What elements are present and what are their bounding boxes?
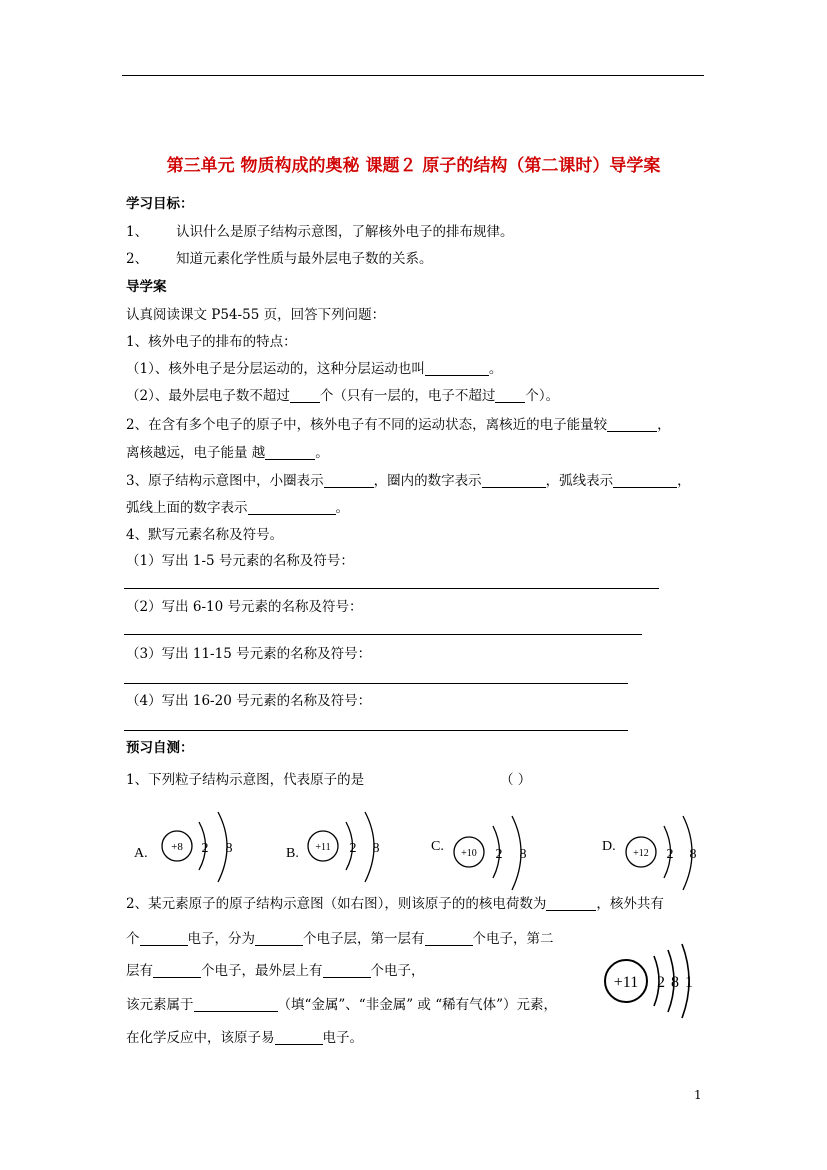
guide-heading: 导学案 — [126, 279, 167, 295]
self-test-heading: 预习自测： — [126, 740, 194, 756]
atom-diagrams — [0, 810, 827, 900]
atom-diagram-d[interactable] — [602, 816, 697, 890]
blank-first-shell[interactable] — [425, 931, 473, 946]
guide-q3b-post: 。 — [335, 500, 349, 516]
q2-shell-count-3: 1 — [685, 974, 693, 991]
guide-q1b — [126, 387, 559, 405]
answer-line-4[interactable] — [124, 730, 628, 731]
page-number: 1 — [694, 1088, 702, 1102]
blank-energy-far[interactable] — [265, 445, 315, 460]
answer-line-2[interactable] — [124, 634, 642, 635]
shell-count-b-1: 2 — [349, 841, 357, 856]
guide-q1a — [126, 360, 502, 378]
q2-l3-p3: 个电子， — [370, 963, 425, 979]
guide-q1: 1、核外电子的排布的特点： — [126, 334, 297, 350]
blank-layered-motion[interactable] — [425, 361, 489, 376]
page-title: 第三单元 物质构成的奥秘 课题２ 原子的结构（第二课时）导学案 — [166, 156, 661, 176]
guide-q3 — [126, 472, 691, 490]
q2-shell-count-2: 8 — [671, 974, 679, 991]
guide-q4-item-2: （2）写出 6-10 号元素的名称及符号： — [126, 599, 363, 615]
blank-second-shell[interactable] — [153, 963, 201, 978]
answer-line-3[interactable] — [124, 683, 628, 684]
guide-q2 — [126, 416, 671, 434]
guide-q2b-pre: 离核越远，电子能量 越 — [126, 445, 266, 461]
atom-diagram-a[interactable] — [134, 812, 233, 882]
goal-item-1-num: 1、 — [126, 224, 149, 240]
diagram-label-d: D. — [602, 839, 616, 854]
goal-item-2-num: 2、 — [126, 251, 149, 267]
guide-intro: 认真阅读课文 P54-55 页，回答下列问题： — [126, 307, 386, 323]
self-test-q2-line-2 — [126, 930, 554, 948]
answer-line-1[interactable] — [124, 588, 659, 589]
diagram-label-b: B. — [286, 846, 299, 861]
shell-count-d-2: 8 — [689, 847, 697, 862]
nucleus-charge-b: +11 — [315, 842, 331, 853]
header-rule — [122, 75, 704, 76]
blank-number-on-arc[interactable] — [248, 500, 336, 515]
q2-l3-p2: 个电子，最外层上有 — [201, 963, 323, 979]
shell-count-a-2: 8 — [225, 841, 233, 856]
diagram-label-c: C. — [431, 839, 444, 854]
blank-nuclear-charge[interactable] — [546, 896, 596, 911]
blank-number-inside[interactable] — [482, 473, 546, 488]
blank-energy-near[interactable] — [607, 417, 657, 432]
blank-gain-lose[interactable] — [275, 1030, 323, 1045]
goal-item-1-text: 认识什么是原子结构示意图，了解核外电子的排布规律。 — [176, 224, 514, 240]
nucleus-charge-c: +10 — [461, 848, 477, 859]
self-test-q1-paren: （ ） — [500, 772, 532, 788]
guide-q2b — [126, 444, 329, 462]
guide-q2b-post: 。 — [315, 445, 329, 461]
q2-shell-count-1: 2 — [657, 974, 665, 991]
nucleus-charge-a: +8 — [171, 841, 183, 853]
q2-l2-p3: 个电子层，第一层有 — [303, 931, 425, 947]
goals-heading: 学习目标： — [126, 196, 194, 212]
diagram-label-a: A. — [134, 846, 148, 861]
self-test-q1: 1、下列粒子结构示意图，代表原子的是 — [126, 772, 365, 788]
guide-q1b-p2: 个（只有一层的，电子不超过 — [319, 388, 496, 404]
guide-q1a-post: 。 — [488, 361, 503, 377]
q2-nucleus-charge: +11 — [613, 974, 639, 991]
guide-q4-item-3: （3）写出 11-15 号元素的名称及符号： — [126, 646, 372, 662]
q2-l4-post: （填“金属”、“非金属” 或 “稀有气体”）元素， — [277, 997, 557, 1013]
self-test-q2-line-3 — [126, 962, 425, 980]
guide-q3-p2: ，圈内的数字表示 — [373, 473, 482, 489]
blank-outer-shell[interactable] — [323, 963, 371, 978]
shell-count-c-1: 2 — [495, 847, 503, 862]
blank-arcs[interactable] — [613, 473, 677, 488]
shell-count-d-1: 2 — [666, 847, 674, 862]
q2-l1-pre: 2、某元素原子的原子结构示意图（如右图），则该原子的的核电荷数为 — [126, 896, 547, 912]
goal-item-2-text: 知道元素化学性质与最外层电子数的关系。 — [176, 251, 433, 267]
q2-atom-diagram — [598, 942, 708, 1022]
guide-q4: 4、默写元素名称及符号。 — [126, 527, 284, 543]
guide-q3b-pre: 弧线上面的数字表示 — [126, 500, 248, 516]
blank-shell-count[interactable] — [255, 931, 303, 946]
self-test-q2-line-5 — [126, 1029, 363, 1047]
guide-q3-p1: 3、原子结构示意图中，小圈表示 — [126, 473, 324, 489]
guide-q4-item-4: （4）写出 16-20 号元素的名称及符号： — [126, 693, 372, 709]
q2-l5-pre: 在化学反应中，该原子易 — [126, 1030, 275, 1046]
guide-q3-p4: ， — [677, 473, 691, 489]
nucleus-charge-d: +12 — [633, 848, 649, 859]
self-test-q2-line-4 — [126, 996, 557, 1014]
blank-total-electrons[interactable] — [140, 931, 188, 946]
q2-l3-p1: 层有 — [126, 963, 153, 979]
shell-count-b-2: 8 — [372, 841, 380, 856]
guide-q1a-pre: （1）、核外电子是分层运动的，这种分层运动也叫 — [126, 361, 425, 377]
self-test-q2-line-1 — [126, 895, 664, 913]
shell-count-c-2: 8 — [519, 847, 527, 862]
guide-q2-pre: 2、在含有多个电子的原子中，核外电子有不同的运动状态，离核近的电子能量较 — [126, 417, 608, 433]
q2-l2-p4: 个电子，第二 — [472, 931, 554, 947]
guide-q4-item-1: （1）写出 1-5 号元素的名称及符号： — [126, 553, 354, 569]
guide-q1b-p1: （2）、最外层电子数不超过 — [126, 388, 290, 404]
guide-q3-p3: ，弧线表示 — [545, 473, 614, 489]
q2-l2-p1: 个 — [126, 931, 140, 947]
guide-q1b-p3: 个）。 — [525, 388, 560, 404]
q2-l2-p2: 电子，分为 — [187, 931, 255, 947]
blank-element-type[interactable] — [194, 997, 278, 1012]
q2-l1-post: ，核外共有 — [596, 896, 664, 912]
guide-q3b — [126, 499, 349, 517]
q2-l5-post: 电子。 — [322, 1030, 363, 1046]
q2-l4-pre: 该元素属于 — [126, 997, 194, 1013]
atom-diagram-c[interactable] — [431, 816, 527, 890]
blank-small-circle[interactable] — [324, 473, 374, 488]
blank-max-outer[interactable] — [290, 388, 320, 403]
atom-diagram-b[interactable] — [286, 812, 380, 882]
shell-count-a-1: 2 — [201, 841, 209, 856]
blank-max-single[interactable] — [495, 388, 525, 403]
guide-q2-post: ， — [657, 417, 671, 433]
